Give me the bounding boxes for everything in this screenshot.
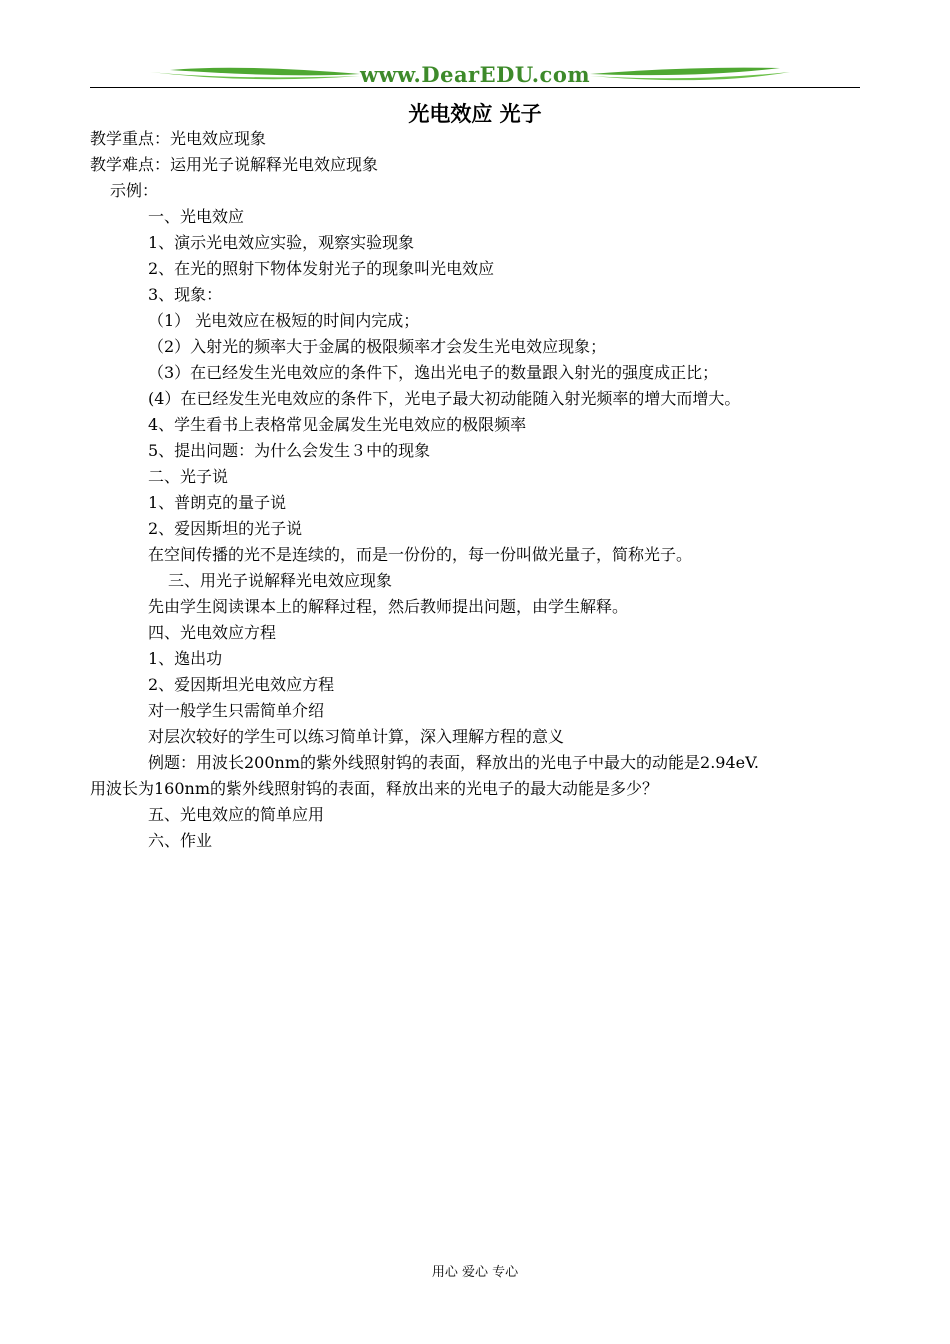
text-line: 教学难点：运用光子说解释光电效应现象 bbox=[90, 155, 379, 174]
section-heading: 五、光电效应的简单应用 bbox=[148, 805, 325, 824]
text-line: 4、学生看书上表格常见金属发生光电效应的极限频率 bbox=[148, 415, 527, 434]
text-line: （3）在已经发生光电效应的条件下，逸出光电子的数量跟入射光的强度成正比； bbox=[148, 363, 719, 382]
text-line: （2）入射光的频率大于金属的极限频率才会发生光电效应现象； bbox=[148, 337, 607, 356]
text-line: 教学重点：光电效应现象 bbox=[90, 129, 267, 148]
text-line: 2、爱因斯坦的光子说 bbox=[148, 519, 303, 538]
text-line: 2、在光的照射下物体发射光子的现象叫光电效应 bbox=[148, 259, 495, 278]
text-line: 在空间传播的光不是连续的，而是一份份的，每一份叫做光量子，简称光子。 bbox=[148, 545, 693, 564]
page-footer: 用心 爱心 专心 bbox=[431, 1265, 519, 1280]
text-line: (4）在已经发生光电效应的条件下，光电子最大初动能随入射光频率的增大而增大。 bbox=[148, 389, 741, 408]
text-line: 3、现象： bbox=[148, 285, 223, 304]
section-heading: 六、作业 bbox=[148, 831, 213, 850]
example-line: 例题：用波长200nm的紫外线照射钨的表面，释放出的光电子中最大的动能是2.94eV. bbox=[148, 753, 759, 772]
section-heading: 三、用光子说解释光电效应现象 bbox=[168, 571, 393, 590]
section-heading: 四、光电效应方程 bbox=[148, 623, 277, 642]
text-line: 对层次较好的学生可以练习简单计算，深入理解方程的意义 bbox=[148, 727, 565, 746]
section-heading: 一、光电效应 bbox=[148, 207, 245, 226]
page-title: 光电效应 光子 bbox=[408, 102, 542, 126]
text-line: 2、爱因斯坦光电效应方程 bbox=[148, 675, 335, 694]
text-line: 对一般学生只需简单介绍 bbox=[148, 701, 325, 720]
document-body bbox=[90, 126, 860, 854]
site-url: www.DearEDU.com bbox=[359, 62, 591, 87]
site-header-banner bbox=[90, 60, 860, 90]
text-line: 1、演示光电效应实验，观察实验现象 bbox=[148, 233, 415, 252]
text-line: 1、逸出功 bbox=[148, 649, 223, 668]
text-line: 1、普朗克的量子说 bbox=[148, 493, 287, 512]
example-line-continued: 用波长为160nm的紫外线照射钨的表面，释放出来的光电子的最大动能是多少？ bbox=[90, 779, 659, 798]
text-line: （1） 光电效应在极短的时间内完成； bbox=[148, 311, 420, 330]
text-line: 先由学生阅读课本上的解释过程，然后教师提出问题，由学生解释。 bbox=[148, 597, 629, 616]
text-line: 5、提出问题：为什么会发生３中的现象 bbox=[148, 441, 431, 460]
header-divider bbox=[90, 87, 860, 88]
text-line: 示例： bbox=[110, 181, 159, 200]
section-heading: 二、光子说 bbox=[148, 467, 229, 486]
